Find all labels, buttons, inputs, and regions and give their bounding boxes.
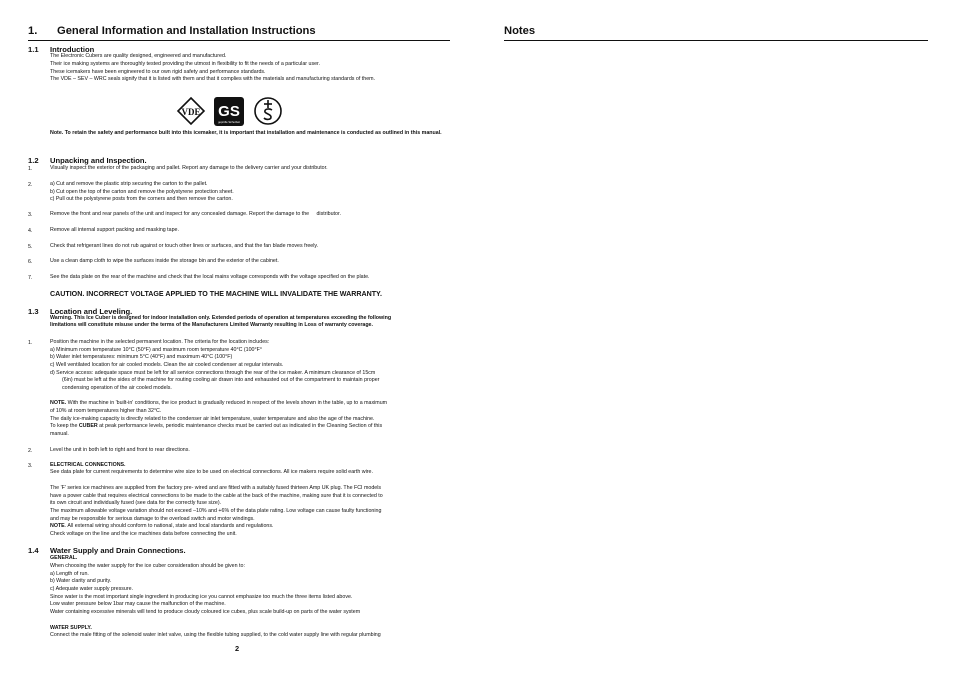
subsection-number: 1.1: [28, 45, 39, 54]
subsection-title: Location and Leveling.: [50, 307, 133, 316]
electrical-line: The maximum allowable voltage variation should not exceed –10% and +6% of the data plate rating. Low voltage can cause faulty functioning: [50, 508, 382, 514]
electrical-line: Check voltage on the line and the ice machines data before connecting the unit.: [50, 531, 237, 537]
list-number: 3.: [28, 463, 33, 469]
list-item: See the data plate on the rear of the machine and check that the local mains voltage corresponds with the voltage specified on the plate.: [50, 274, 370, 280]
note-text: With the machine in 'built-in' conditions, the ice product is gradually reduced in respect of the levels shown in the table, up to a maximum: [66, 400, 388, 406]
svg-text:VDE: VDE: [181, 107, 201, 117]
list-number: 3.: [28, 212, 33, 218]
list-number: 2.: [28, 448, 33, 454]
list-item: d) Service access: adequate space must be left for all service connections through the rear of the ice maker. A minimum clearance of 15cm: [50, 370, 376, 376]
list-item: c) Well ventilated location for air cooled models. Clean the air cooled condenser at regular intervals.: [50, 362, 284, 368]
list-item: Use a clean damp cloth to wipe the surfaces inside the storage bin and the exterior of the cabinet.: [50, 258, 279, 264]
subsection-number: 1.3: [28, 307, 39, 316]
note-text: at peak performance levels, periodic maintenance checks must be carried out as indicated in the Cleaning Section of this: [97, 423, 383, 429]
list-number: 1.: [28, 340, 33, 346]
list-item: condensing operation of the air cooled models.: [62, 385, 172, 391]
list-item: Visually inspect the exterior of the packaging and pallet. Report any damage to the delivery carrier and your distributor.: [50, 165, 328, 171]
list-item: c) Pull out the polystyrene posts from the corners and then remove the carton.: [50, 196, 233, 202]
water-line: Since water is the most important single ingredient in producing ice you cannot emphasize too much the three items listed above.: [50, 594, 353, 600]
water-supply-title: WATER SUPPLY.: [50, 625, 92, 631]
intro-line: Their ice making systems are thoroughly tested providing the utmost in flexibility to fit the needs of a particular user.: [50, 61, 320, 67]
list-number: 5.: [28, 244, 33, 250]
water-line: a) Length of run.: [50, 571, 89, 577]
electrical-line: The 'F' series ice machines are supplied from the factory pre- wired and are fitted with a suitably fused thirteen Amp UK plug. The FCI models: [50, 485, 382, 491]
intro-line: The VDE – SEV – WRC seals signify that it is listed with them and that it complies with the materials and manufacturing standards of them.: [50, 76, 376, 82]
heading-number: 1.: [28, 25, 38, 37]
gs-logo: [213, 96, 245, 127]
list-item: a) Cut and remove the plastic strip securing the carton to the pallet.: [50, 181, 208, 187]
electrical-title: ELECTRICAL CONNECTIONS.: [50, 462, 126, 468]
electrical-line: See data plate for current requirements to determine wire size to be used on electrical connections. All ice makers require solid earth wire.: [50, 469, 373, 475]
notes-title: Notes: [504, 25, 536, 37]
subsection-number: 1.4: [28, 546, 39, 555]
electrical-line: and may be responsible for serious damage to the overload switch and motor windings.: [50, 516, 255, 522]
water-line: Water containing excessive minerals will tend to produce cloudy coloured ice cubes, plus scale build-up on parts of the water system: [50, 609, 361, 615]
water-line: c) Adequate water supply pressure.: [50, 586, 134, 592]
subsection-number: 1.2: [28, 156, 39, 165]
list-item: Remove the front and rear panels of the unit and inspect for any concealed damage. Report the damage to the distributor.: [50, 211, 341, 217]
list-item: Level the unit in both left to right and front to rear directions.: [50, 447, 190, 453]
note-label: NOTE.: [50, 400, 67, 406]
electrical-line: its own circuit and individually fused (see data for the correctly fuse size).: [50, 500, 222, 506]
note-line: manual.: [50, 431, 69, 437]
list-item: b) Cut open the top of the carton and remove the polystyrene protection sheet.: [50, 189, 234, 195]
note-text: . All external wiring should conform to national, state and local standards and regulations.: [64, 523, 274, 529]
note-line: [50, 423, 382, 431]
sev-logo: [253, 96, 283, 126]
list-item: b) Water inlet temperatures: minimum 5°C (40°F) and maximum 40°C (100°F): [50, 354, 233, 360]
note-text: To keep the: [50, 423, 79, 429]
list-item: a) Minimum room temperature 10°C (50°F) and maximum room temperature 40°C (100°F°: [50, 347, 262, 353]
subsection-title: Water Supply and Drain Connections.: [50, 546, 186, 555]
subsection-title: Introduction: [50, 45, 95, 54]
list-item: (6in) must be left at the sides of the machine for routing cooling air drawn into and exhausted out of the compartment to maintain proper: [62, 377, 380, 383]
list-number: 1.: [28, 166, 33, 172]
list-item: Remove all internal support packing and masking tape.: [50, 227, 179, 233]
caution-text: CAUTION. INCORRECT VOLTAGE APPLIED TO THE MACHINE WILL INVALIDATE THE WARRANTY.: [50, 290, 382, 298]
warning-text: limitations will constitute misuse under the terms of the Manufacturers Limited Warranty resulting in Loss of warranty coverage.: [50, 322, 373, 328]
svg-text:geprüfte Sicherheit: geprüfte Sicherheit: [218, 121, 240, 124]
note-line: of 10% at room temperatures higher than 32°C.: [50, 408, 162, 414]
general-title: GENERAL.: [50, 555, 78, 561]
list-number: 2.: [28, 182, 33, 188]
list-item: Position the machine in the selected permanent location. The criteria for the location includes:: [50, 339, 270, 345]
water-line: When choosing the water supply for the ice cuber consideration should be given to:: [50, 563, 245, 569]
water-line: b) Water clarity and purity.: [50, 578, 112, 584]
intro-line: These icemakers have been engineered to our own rigid safety and performance standards.: [50, 69, 266, 75]
section-heading: [28, 25, 450, 41]
notes-heading: [504, 25, 928, 41]
svg-text:GS: GS: [218, 103, 240, 120]
intro-line: The Electronic Cubers are quality designed, engineered and manufactured.: [50, 53, 227, 59]
list-number: 6.: [28, 259, 33, 265]
list-number: 4.: [28, 228, 33, 234]
electrical-line: have a power cable that requires electrical connections to be made to the cable at the back of the machine, making sure that it is connected to: [50, 493, 383, 499]
electrical-line: [50, 523, 273, 531]
list-number: 7.: [28, 275, 33, 281]
list-item: Check that refrigerant lines do not rub against or touch other lines or surfaces, and that the fan blade moves freely.: [50, 243, 319, 249]
heading-text: General Information and Installation Instructions: [57, 25, 316, 37]
warning-text: Warning. This Ice Cuber is designed for indoor installation only. Extended periods of operation at temperatures exceeding the following: [50, 315, 392, 321]
note-line: [50, 400, 387, 408]
note-label: NOTE: [50, 523, 65, 529]
page-number: 2: [235, 644, 240, 653]
water-line: Low water pressure below 1bar may cause the malfunction of the machine.: [50, 601, 226, 607]
note-line: The daily ice-making capacity is directly related to the condenser air inlet temperature, water temperature and also the age of the machine.: [50, 416, 375, 422]
water-line: Connect the male fitting of the solenoid water inlet valve, using the flexible tubing supplied, to the cold water supply line with regular plumbing: [50, 632, 381, 638]
subsection-title: Unpacking and Inspection.: [50, 156, 147, 165]
note-emphasis: CUBER: [78, 423, 98, 429]
intro-note: Note. To retain the safety and performance built into this icemaker, it is important that installation and maintenance is conducted as outlined in this manual.: [50, 130, 442, 136]
vde-logo: [176, 96, 206, 126]
